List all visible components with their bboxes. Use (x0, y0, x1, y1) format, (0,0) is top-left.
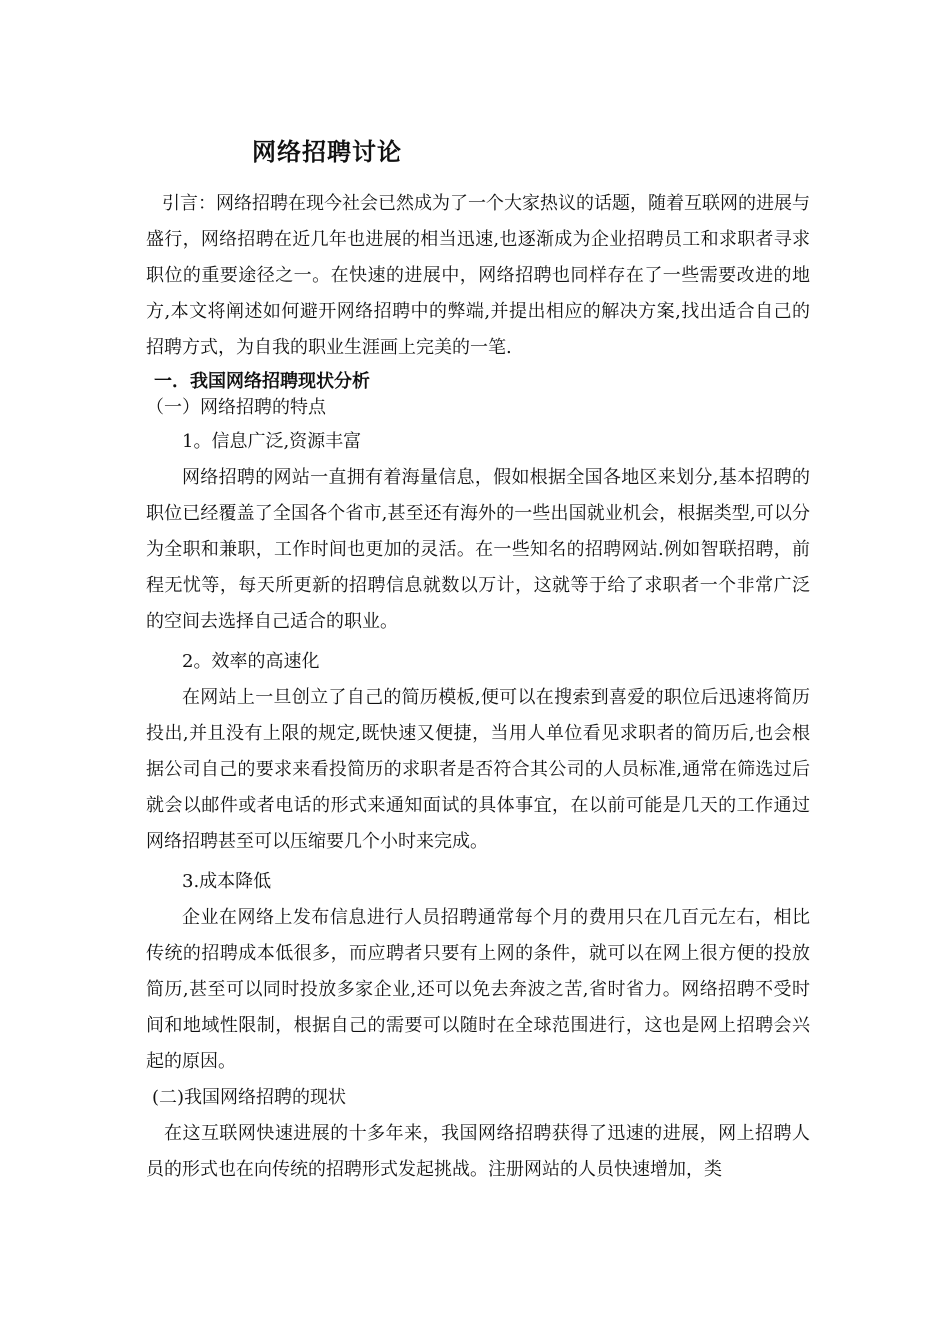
item-2-heading: 2。效率的高速化 (182, 651, 320, 672)
item-3-paragraph: 企业在网络上发布信息进行人员招聘通常每个月的费用只在几百元左右，相比传统的招聘成本低很多，而应聘者只要有上网的条件，就可以在网上很方便的投放简历,甚至可以同时投放多家企业,还可以免去奔波之苦,省时省力。网络招聘不受时间和地域性限制，根据自己的需要可以随时在全球范围进行，这也是网上招聘会兴起的原因。 (146, 907, 810, 1072)
item-2-paragraph: 在网站上一旦创立了自己的简历模板,便可以在搜索到喜爱的职位后迅速将简历投出,并且没有上限的规定,既快速又便捷，当用人单位看见求职者的简历后,也会根据公司自己的要求来看投简历的求职者是否符合其公司的人员标准,通常在筛选过后就会以邮件或者电话的形式来通知面试的具体事宜，在以前可能是几天的工作通过网络招聘甚至可以压缩要几个小时来完成。 (146, 687, 810, 852)
document-body (146, 186, 810, 1188)
item-1-heading: 1。信息广泛,资源丰富 (182, 431, 362, 452)
section-1-heading: 一．我国网络招聘现状分析 (154, 371, 370, 392)
subsection-2-heading: (二)我国网络招聘的现状 (152, 1087, 347, 1108)
item-1-paragraph: 网络招聘的网站一直拥有着海量信息，假如根据全国各地区来划分,基本招聘的职位已经覆盖了全国各个省市,甚至还有海外的一些出国就业机会，根据类型,可以分为全职和兼职，工作时间也更加的灵活。在一些知名的招聘网站.例如智联招聘，前程无忧等，每天所更新的招聘信息就数以万计，这就等于给了求职者一个非常广泛的空间去选择自己适合的职业。 (146, 467, 810, 632)
subsection-2-paragraph: 在这互联网快速进展的十多年来，我国网络招聘获得了迅速的进展，网上招聘人员的形式也在向传统的招聘形式发起挑战。注册网站的人员快速增加，类 (146, 1123, 810, 1180)
intro-paragraph: 引言：网络招聘在现今社会已然成为了一个大家热议的话题，随着互联网的进展与盛行，网络招聘在近几年也进展的相当迅速,也逐渐成为企业招聘员工和求职者寻求职位的重要途径之一。在快速的进展中，网络招聘也同样存在了一些需要改进的地方,本文将阐述如何避开网络招聘中的弊端,并提出相应的解决方案,找出适合自己的招聘方式，为自我的职业生涯画上完美的一笔. (146, 193, 810, 358)
document-title: 网络招聘讨论 (252, 138, 402, 166)
item-3-heading: 3.成本降低 (182, 871, 272, 892)
subsection-1-heading: （一）网络招聘的特点 (146, 397, 326, 418)
